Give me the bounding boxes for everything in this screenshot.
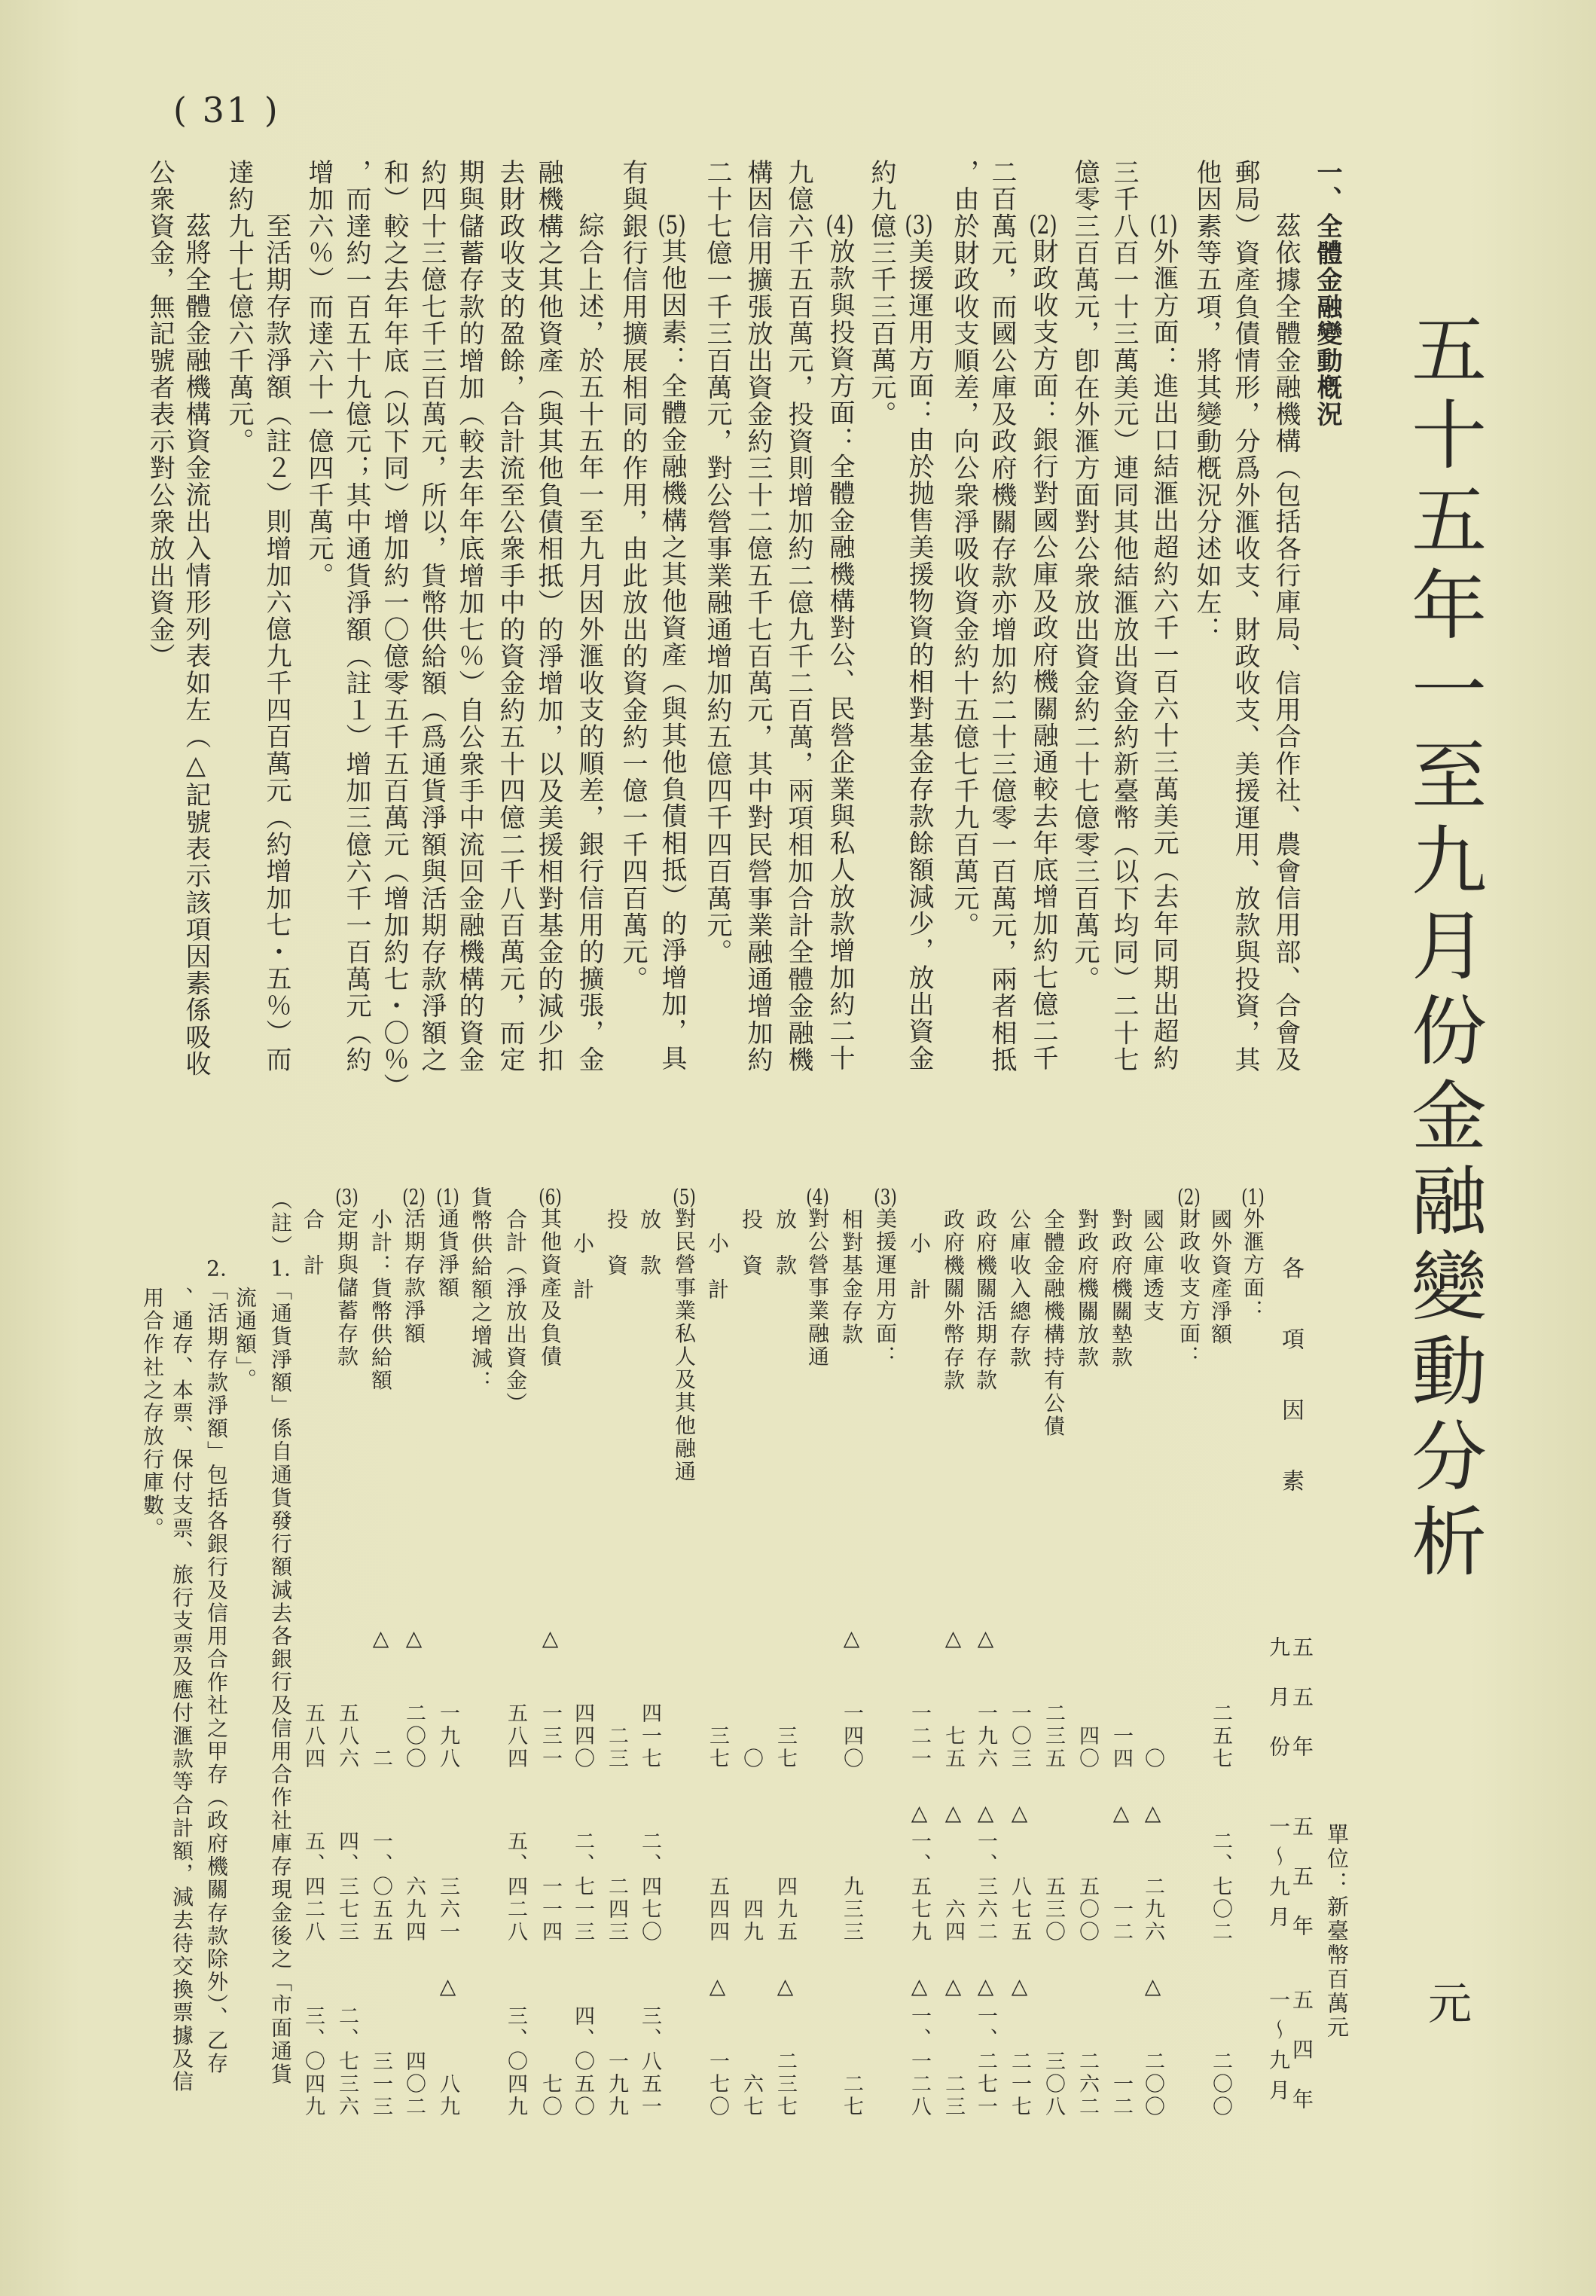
value-cell: 六七 bbox=[740, 2073, 763, 2118]
subtotal-label: 小 計 bbox=[570, 1232, 595, 1302]
row-label: 國外資產淨額 bbox=[1208, 1208, 1233, 1346]
total-label: 合 計 bbox=[301, 1208, 325, 1278]
body-column: 構因信用擴張放出資金約三十二億五千七百萬元，其中對民營事業融通增加約 bbox=[743, 159, 773, 1073]
body-column: 綜合上述，於五十五年一至九月因外滙收支的順差，銀行信用的擴張，金 bbox=[574, 212, 604, 1073]
value-cell: 二、七〇二 bbox=[1209, 1830, 1232, 1943]
row-label: 國公庫透支 bbox=[1140, 1208, 1165, 1324]
value-cell: 一、三六二 bbox=[974, 1830, 997, 1943]
value-cell: 四〇 bbox=[1076, 1725, 1099, 1770]
value-cell: 四四〇 bbox=[571, 1702, 594, 1770]
body-column: 茲將全體金融機構資金流出入情形列表如左（△記號表示該項因素係吸收 bbox=[181, 212, 211, 1078]
item-number: (3) bbox=[874, 1186, 897, 1208]
row-label-text: 對民營事業私人及其他融通 bbox=[672, 1208, 697, 1483]
item-number: (5) bbox=[658, 212, 686, 238]
value-cell: 一四 bbox=[1109, 1725, 1133, 1770]
absorb-mark: △ bbox=[941, 1626, 966, 1650]
period-year: 五五年 bbox=[1289, 1636, 1314, 1785]
note-mark: （註） bbox=[268, 1189, 293, 1258]
value-cell: 一四〇 bbox=[840, 1702, 863, 1770]
body-column: ，而達約一百五十九億元；其中通貨淨額（註１）增加三億六千一百萬元（約 bbox=[341, 159, 371, 1073]
row-label: 放 款 bbox=[637, 1208, 662, 1278]
subtotal-label: 小 計 bbox=[907, 1232, 932, 1302]
note-1 bbox=[268, 1189, 292, 2086]
item-number: (2) bbox=[1029, 212, 1057, 238]
note-text: 流通額」。 bbox=[233, 1287, 258, 1391]
value-cell: 二〇〇 bbox=[402, 1702, 426, 1770]
value-cell: 〇 bbox=[1141, 1748, 1164, 1770]
row-label-text: 活期存款淨額 bbox=[401, 1208, 426, 1345]
item-number: (2) bbox=[1177, 1186, 1201, 1208]
row-label-text: 通貨淨額 bbox=[435, 1208, 460, 1299]
absorb-mark: △ bbox=[839, 1626, 864, 1650]
value-cell: 四九 bbox=[740, 1898, 763, 1943]
value-cell: 四〇二 bbox=[402, 2050, 426, 2118]
body-column: 億零三百萬元，卽在外滙方面對公衆放出資金約二十七億零三百萬元。 bbox=[1070, 159, 1100, 993]
page-title: 五十五年一至九月份金融變動分析 bbox=[1399, 310, 1487, 1587]
value-cell: 二〇〇 bbox=[1141, 2050, 1164, 2118]
unit-label: 單位：新臺幣百萬元 bbox=[1324, 1823, 1350, 2040]
item-number: (1) bbox=[1149, 212, 1178, 238]
row-label: 投 資 bbox=[604, 1208, 629, 1278]
value-cell: 一三一 bbox=[539, 1702, 562, 1770]
absorb-mark: △ bbox=[773, 1974, 798, 1998]
item-number: (3) bbox=[335, 1186, 359, 1208]
subtotal-label: 小計：貨幣供給額 bbox=[368, 1208, 393, 1392]
value-cell: 一九九 bbox=[605, 2050, 628, 2118]
body-text: 美援運用方面：由於抛售美援物資的相對基金存款餘額減少，放出資金 bbox=[904, 238, 934, 1072]
value-cell: 三、〇四九 bbox=[301, 2005, 325, 2118]
body-column: 郵局）資產負債情形，分爲外滙收支、財政收支、美援運用、放款與投資，其 bbox=[1230, 159, 1260, 1073]
value-cell: 五四四 bbox=[706, 1876, 729, 1943]
value-cell: 五八六 bbox=[335, 1702, 359, 1770]
value-cell: 一九八 bbox=[436, 1702, 459, 1770]
item-number: (5) bbox=[673, 1186, 696, 1208]
value-cell: 三七 bbox=[774, 1725, 797, 1770]
value-cell: 四、〇五〇 bbox=[571, 2005, 594, 2118]
row-label-text: 對公營事業融通 bbox=[805, 1208, 830, 1369]
body-column: 去財政收支的盈餘，合計流至公衆手中的資金約五十四億二千八百萬元，而定 bbox=[495, 159, 525, 1073]
body-column: ，由於財政收支順差，向公衆淨吸收資金約十五億七千九百萬元。 bbox=[949, 159, 979, 939]
value-cell: 二五七 bbox=[1209, 1702, 1232, 1770]
value-cell: 二七 bbox=[840, 2073, 863, 2118]
value-cell: 三、八五一 bbox=[638, 2005, 661, 2118]
body-column: 至活期存款淨額（註２）則增加六億九千四百萬元（約增加七・五％）而 bbox=[261, 212, 291, 1073]
body-text: 財政收支方面：銀行對國公庫及政府機關融通較去年底增加約七億二千 bbox=[1028, 238, 1058, 1072]
body-text: 其他因素：全體金融機構之其他資產（與其他負債相抵）的淨增加，具 bbox=[657, 238, 687, 1072]
value-cell: 二一七 bbox=[1008, 2050, 1031, 2118]
value-cell: 一二 bbox=[1109, 2073, 1133, 2118]
item-number: (4) bbox=[825, 212, 854, 238]
value-cell: 八七五 bbox=[1008, 1876, 1031, 1943]
row-label: 放 款 bbox=[773, 1208, 798, 1278]
value-cell: 一、二七一 bbox=[974, 2005, 997, 2118]
period-year: 五四年 bbox=[1289, 1989, 1314, 2138]
body-column: 約四十三億七千三百萬元，所以，貨幣供給額（爲通貨淨額與活期存款淨額之 bbox=[417, 159, 447, 1073]
item-number: (4) bbox=[806, 1186, 829, 1208]
value-cell: 一七〇 bbox=[706, 2050, 729, 2118]
value-cell: 五、四二八 bbox=[301, 1830, 325, 1943]
note-text: 「活期存款淨額」包括各銀行及信用合作社之甲存（政府機關存款除外）、乙存 bbox=[204, 1279, 229, 2075]
note-text: 、通存、本票、保付支票、旅行支票及應付滙款等合計額，減去待交換票據及信 bbox=[169, 1287, 194, 2093]
body-column: 約九億三千三百萬元。 bbox=[866, 159, 896, 428]
total-label: 合計（淨放出資金） bbox=[503, 1208, 528, 1415]
period-months: 九月份 bbox=[1266, 1636, 1291, 1785]
absorb-mark: △ bbox=[435, 1974, 460, 1998]
subtotal-label: 小 計 bbox=[705, 1232, 730, 1302]
absorb-mark: △ bbox=[941, 1800, 966, 1825]
absorb-mark: △ bbox=[1007, 1800, 1032, 1825]
row-label: 相對基金存款 bbox=[839, 1208, 864, 1346]
value-cell: 二三七 bbox=[774, 2050, 797, 2118]
body-column: 有與銀行信用擴展相同的作用，由此放出的資金約一億一千四百萬元。 bbox=[618, 159, 648, 993]
item-number: (1) bbox=[1241, 1186, 1265, 1208]
row-label-text: 定期與儲蓄存款 bbox=[334, 1208, 359, 1369]
value-cell: 二〇〇 bbox=[1209, 2050, 1232, 2118]
note-number: 1. bbox=[270, 1257, 291, 1279]
value-cell: 二三五 bbox=[1042, 1702, 1065, 1770]
page-number: ( 31 ) bbox=[173, 90, 280, 130]
absorb-mark: △ bbox=[973, 1800, 998, 1825]
absorb-mark: △ bbox=[907, 1974, 932, 1998]
item-number: (3) bbox=[905, 212, 933, 238]
value-cell: 二三 bbox=[605, 1725, 628, 1770]
value-cell: 六四 bbox=[941, 1898, 965, 1943]
absorb-mark: △ bbox=[973, 1626, 998, 1650]
value-cell: 一二 bbox=[1109, 1898, 1133, 1943]
period-months: 一～九月 bbox=[1266, 1815, 1291, 1936]
value-cell: 九三三 bbox=[840, 1876, 863, 1943]
value-cell: 一〇三 bbox=[1008, 1702, 1031, 1770]
absorb-mark: △ bbox=[538, 1626, 563, 1650]
value-cell: 一、〇五五 bbox=[369, 1830, 392, 1943]
value-cell: 一、五七九 bbox=[908, 1830, 931, 1943]
value-cell: 三〇八 bbox=[1042, 2050, 1065, 2118]
body-column: 期與儲蓄存款的增加（較去年年底增加七％）自公衆手中流回金融機構的資金 bbox=[454, 159, 484, 1073]
value-cell: 三七 bbox=[706, 1725, 729, 1770]
value-cell: 七〇 bbox=[539, 2073, 562, 2118]
value-cell: 二九六 bbox=[1141, 1876, 1164, 1943]
section-heading: 一、全體金融變動槪況 bbox=[1312, 159, 1342, 428]
value-cell: 〇 bbox=[740, 1748, 763, 1770]
value-cell: 二、四七〇 bbox=[638, 1830, 661, 1943]
value-cell: 二四三 bbox=[605, 1876, 628, 1943]
note-text: 「通貨淨額」係自通貨發行額減去各銀行及信用合作社庫存現金後之「市面通貨 bbox=[268, 1278, 293, 2086]
body-text: 外滙方面：進出口結滙出超約六千一百六十三萬美元（去年同期出超約 bbox=[1149, 238, 1179, 1072]
row-label: 對政府機關放款 bbox=[1075, 1208, 1100, 1369]
row-label: 全體金融機構持有公債 bbox=[1041, 1208, 1066, 1438]
period-year: 五五年 bbox=[1289, 1815, 1314, 1965]
row-label: 公庫收入總存款 bbox=[1007, 1208, 1032, 1369]
row-label-text: 財政收支方面： bbox=[1176, 1208, 1201, 1369]
absorb-mark: △ bbox=[1007, 1974, 1032, 1998]
factor-header: 各項因素 bbox=[1277, 1256, 1304, 1540]
note-text: 用合作社之存放行庫數。 bbox=[140, 1287, 165, 1540]
value-cell: 一、一二八 bbox=[908, 2005, 931, 2118]
item-number: (1) bbox=[436, 1186, 459, 1208]
row-label: 投 資 bbox=[739, 1208, 764, 1278]
body-column: 達約九十七億六千萬元。 bbox=[224, 159, 254, 455]
row-label: 對政府機關墊款 bbox=[1109, 1208, 1134, 1369]
body-text: 放款與投資方面：全體金融機構對公、民營企業與私人放款增加約二十 bbox=[825, 238, 855, 1072]
item-number: (6) bbox=[539, 1186, 562, 1208]
value-cell: 四、三七三 bbox=[335, 1830, 359, 1943]
absorb-mark: △ bbox=[1140, 1974, 1165, 1998]
period-months: 一～九月 bbox=[1266, 1989, 1291, 2109]
stray-character: 元 bbox=[1428, 1978, 1472, 2029]
item-number: (2) bbox=[402, 1186, 426, 1208]
body-column: 公衆資金，無記號者表示對公衆放出資金） bbox=[145, 159, 175, 670]
body-column: 和）較之去年年底（以下同）增加約一〇億零五千五百萬元（增加約七・〇％） bbox=[379, 159, 409, 1101]
row-label-text: 外滙方面： bbox=[1240, 1208, 1265, 1323]
value-cell: 二 bbox=[369, 1748, 392, 1770]
section-label: 貨幣供給額之增減： bbox=[468, 1186, 493, 1394]
row-label-text: 美援運用方面： bbox=[873, 1208, 898, 1369]
value-cell: 四一七 bbox=[638, 1702, 661, 1770]
value-cell: 二、七三六 bbox=[335, 2005, 359, 2118]
note-number: 2. bbox=[206, 1258, 227, 1279]
value-cell: 六九四 bbox=[402, 1876, 426, 1943]
value-cell: 五八四 bbox=[301, 1702, 325, 1770]
value-cell: 五、四二八 bbox=[504, 1830, 527, 1943]
value-cell: 三、〇四九 bbox=[504, 2005, 527, 2118]
absorb-mark: △ bbox=[1140, 1800, 1165, 1825]
value-cell: 一二一 bbox=[908, 1702, 931, 1770]
row-label: 政府機關活期存款 bbox=[973, 1208, 998, 1392]
absorb-mark: △ bbox=[907, 1800, 932, 1825]
absorb-mark: △ bbox=[705, 1974, 730, 1998]
value-cell: 三六一 bbox=[436, 1876, 459, 1943]
absorb-mark: △ bbox=[1109, 1800, 1134, 1825]
absorb-mark: △ bbox=[368, 1626, 393, 1650]
body-column: 茲依據全體金融機構（包括各行庫局、信用合作社、農會信用部、合會及 bbox=[1271, 212, 1301, 1073]
note-2 bbox=[204, 1258, 228, 2075]
value-cell: 五八四 bbox=[504, 1702, 527, 1770]
value-cell: 一一四 bbox=[539, 1876, 562, 1943]
value-cell: 二六二 bbox=[1076, 2050, 1099, 2118]
value-cell: 二三 bbox=[941, 2073, 965, 2118]
absorb-mark: △ bbox=[973, 1974, 998, 1998]
body-column: 融機構之其他資產（與其他負債相抵）的淨增加，以及美援相對基金的減少扣 bbox=[533, 159, 563, 1073]
body-column: 三千八百一十三萬美元）連同其他結滙放出資金約新臺幣（以下均同）二十七 bbox=[1109, 159, 1139, 1073]
value-cell: 二、七一三 bbox=[571, 1830, 594, 1943]
body-column: 二十七億一千三百萬元，對公營事業融通增加約五億四千四百萬元。 bbox=[702, 159, 732, 966]
value-cell: 七五 bbox=[941, 1725, 965, 1770]
row-label-text: 其他資產及負債 bbox=[538, 1208, 563, 1369]
body-column: 他因素等五項，將其變動槪況分述如左： bbox=[1192, 159, 1222, 643]
absorb-mark: △ bbox=[941, 1974, 966, 1998]
value-cell: 三一三 bbox=[369, 2050, 392, 2118]
absorb-mark: △ bbox=[401, 1626, 426, 1650]
value-cell: 五〇〇 bbox=[1076, 1876, 1099, 1943]
value-cell: 四九五 bbox=[774, 1876, 797, 1943]
value-cell: 八九 bbox=[436, 2073, 459, 2118]
value-cell: 一九六 bbox=[974, 1702, 997, 1770]
row-label: 政府機關外幣存款 bbox=[941, 1208, 966, 1392]
body-column: 二百萬元，而國公庫及政府機關存款亦增加約二十三億零一百萬元，兩者相抵 bbox=[987, 159, 1017, 1073]
value-cell: 五三〇 bbox=[1042, 1876, 1065, 1943]
body-column: 增加六％）而達六十一億四千萬元。 bbox=[304, 159, 334, 590]
body-column: 九億六千五百萬元，投資則增加約二億九千二百萬，兩項相加合計全體金融機 bbox=[783, 159, 813, 1073]
